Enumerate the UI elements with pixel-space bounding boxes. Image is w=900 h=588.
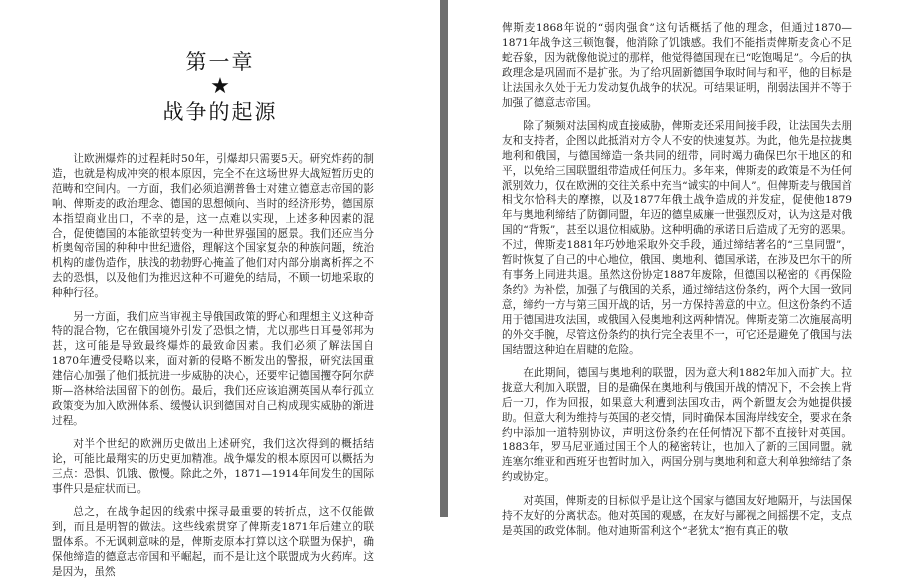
left-page xyxy=(0,0,440,579)
body-paragraph: 除了频频对法国构成直接威胁，俾斯麦还采用间接手段，让法国失去朋友和支持者，企图以此抵消对方令人不安的快速复苏。为此，他先是拉拢奥地利和俄国，与德国缔造一条共同的纽带，同时竭力确保巴尔干地区的和平，以免给三国联盟组带造成任何压力。多年来，俾斯麦的政策是不为任何派别效力，仅在欧洲的交往关系中充当“诚实的中间人”。但俾斯麦与俄国首相戈尔恰科夫的摩擦，以及1877年俄土战争造成的并发症，促使他1879年与奥地利缔结了防御同盟，年迈的德皇威廉一世强烈反对，认为这是对俄国的“背叛”，甚至以退位相威胁。这种明确的承诺日后造成了无穷的恶果。不过，俾斯麦1881年巧妙地采取外交手段，通过缔结著名的“三皇同盟”，暂时恢复了自己的中心地位，俄国、奥地利、德国承诺，在涉及巴尔干的所有事务上同进共退。虽然这份协定1887年废除，但德国以秘密的《再保险条约》为补偿，加强了与俄国的关系，通过缔结这份条约，两个大国一致同意，缔约一方与第三国开战的话，另一方保持善意的中立。但这份条约不适用于德国进攻法国，或俄国入侵奥地利这两种情况。俾斯麦第二次施展高明的外交手腕，尽管这份条约的执行完全表里不一，可它还是避免了俄国与法国结盟这种迫在眉睫的危险。 xyxy=(502,119,852,356)
body-paragraph: 对半个世纪的欧洲历史做出上述研究，我们这次得到的概括结论，可能比最翔实的历史更加精准。战争爆发的根本原因可以概括为三点：恐惧、饥饿、傲慢。除此之外，1871—1914年间发生的国际事件只是症状而已。 xyxy=(52,438,374,496)
body-paragraph: 在此期间，德国与奥地利的联盟，因为意大利1882年加入而扩大。拉拢意大利加入联盟，目的是确保在奥地利与俄国开战的情况下，不会挨上背后一刀，作为回报，如果意大利遭到法国攻击，两个新盟友会为她提供援助。但意大利为维持与英国的老交情，同时确保本国海岸线安全，要求在条约中添加一道特别协议，声明这份条约在任何情况下都不直接针对英国。1883年，罗马尼亚通过国王个人的秘密转让，也加入了新的三国同盟。就连塞尔维亚和西班牙也暂时加入，两国分别与奥地利和意大利单独缔结了条约或协定。 xyxy=(502,366,852,484)
left-page-body xyxy=(52,152,374,588)
body-paragraph: 另一方面，我们应当审视主导俄国政策的野心和理想主义这种奇特的混合物，它在俄国境外引发了恐惧之情，尤以那些日耳曼邻邦为甚，这可能是导致最终爆炸的最致命因素。我们必须了解法国自1870年遭受侵略以来，面对新的侵略不断发出的警报，研究法国重建信心加强了他们抵抗进一步威胁的决心，还要牢记德国攫夺阿尔萨斯—洛林给法国留下的创伤。最后，我们还应该追溯英国从奉行孤立政策变为加入欧洲体系、缓慢认识到德国对自己构成现实威胁的渐进过程。 xyxy=(52,310,374,427)
body-paragraph: 俾斯麦1868年说的“弱肉强食”这句话概括了他的理念，但通过1870—1871年战争这三顿饱餐，他消除了饥饿感。我们不能指责俾斯麦贪心不足蛇吞象，因为就像他说过的那样，他觉得德国现在已“吃饱喝足”。今后的执政理念是巩固而不是扩张。为了给巩固新德国争取时间与和平，他的目标是让法国永久处于无力发动复仇战争的状况。可结果证明，削弱法国并不等于加强了德意志帝国。 xyxy=(502,22,852,109)
right-page-body xyxy=(502,21,852,547)
chapter-number: 第一章 xyxy=(185,50,255,74)
body-paragraph: 让欧洲爆炸的过程耗时50年，引爆却只需要5天。研究炸药的制造，也就是构成冲突的根本原因，完全不在这场世界大战短暂历史的范畴和空间内。一方面，我们必须追溯普鲁士对建立德意志帝国的影响、俾斯麦的政治理念、德国的思想倾向、当时的经济形势，德国原本指望商业出口，不幸的是，这一点难以实现，上述多种因素的混合，促使德国的本能欲望转变为一种世界强国的愿景。我们还应当分析奥匈帝国的种种中世纪遗俗，理解这个国家复杂的种族问题，统治机构的虚伪造作，肤浅的勃勃野心掩盖了他们对内部分崩离析挥之不去的恐惧，以及他们为推迟这种不可避免的结局，不顾一切地采取的种种行径。 xyxy=(52,153,374,300)
right-page xyxy=(448,0,900,537)
body-paragraph: 对英国，俾斯麦的目标似乎是让这个国家与德国友好地隔开，与法国保持不友好的分离状态。他对英国的观感，在友好与鄙视之间摇摆不定，支点是英国的政党体制。他对迪斯雷利这个“老犹太”抱有真正的敬 xyxy=(502,494,852,537)
chapter-title: 战争的起源 xyxy=(162,100,278,124)
page-gutter-divider xyxy=(440,0,448,517)
chapter-star-ornament: ★ xyxy=(210,74,230,99)
body-paragraph: 总之，在战争起因的线索中探寻最重要的转折点，这不仅能做到，而且是明智的做法。这些线索贯穿了俾斯麦1871年后建立的联盟体系。不无讽刺意味的是，俾斯麦原本打算以这个联盟为保护，确保他缔造的德意志帝国和平崛起，而不是让这个联盟成为火药库。这是因为，虽然 xyxy=(52,506,374,579)
